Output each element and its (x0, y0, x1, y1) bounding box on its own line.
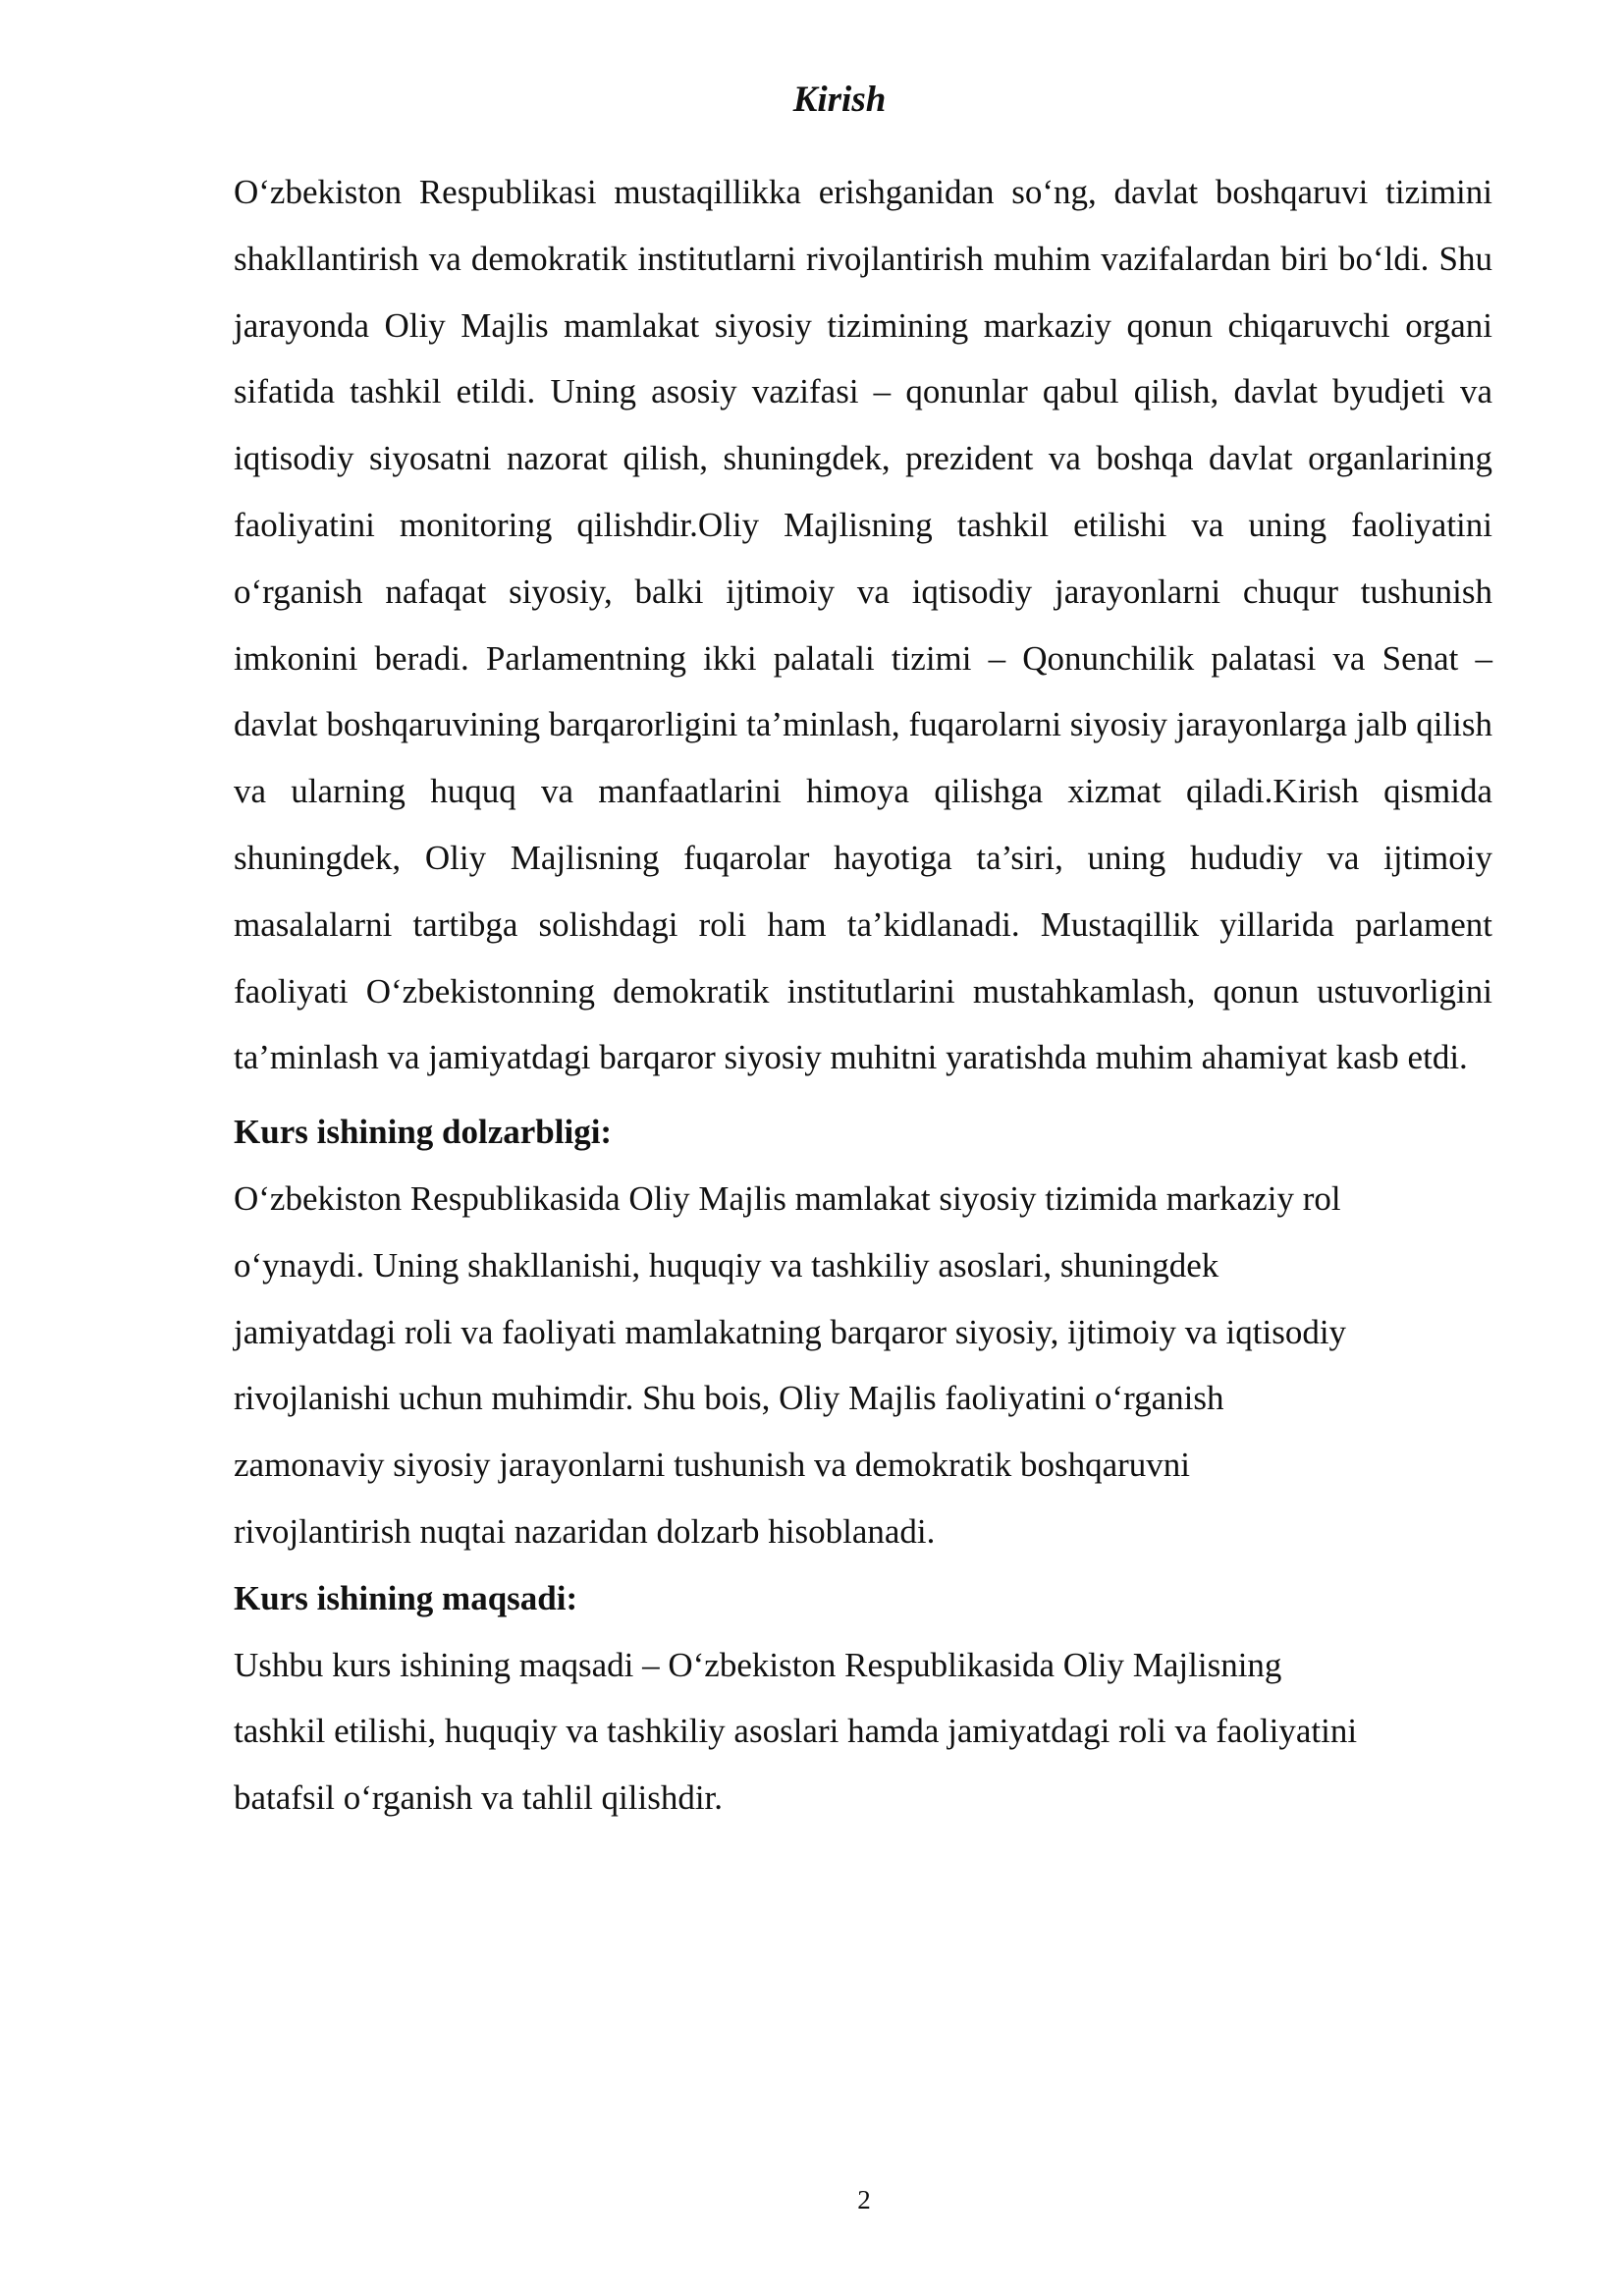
relevance-heading: Kurs ishining dolzarbligi: (234, 1113, 613, 1152)
relevance-line: rivojlanishi uchun muhimdir. Shu bois, Oliy Majlis faoliyatini o‘rganish (234, 1379, 1224, 1418)
page-content (234, 159, 1492, 1831)
goal-paragraph (234, 1632, 1492, 1831)
goal-heading: Kurs ishining maqsadi: (234, 1578, 578, 1617)
relevance-line: jamiyatdagi roli va faoliyati mamlakatning barqaror siyosiy, ijtimoiy va iqtisodiy (234, 1312, 1347, 1351)
goal-line: tashkil etilishi, huquqiy va tashkiliy asoslari hamda jamiyatdagi roli va faoliyatini (234, 1712, 1358, 1751)
goal-line: batafsil o‘rganish va tahlil qilishdir. (234, 1778, 724, 1818)
page-number: 2 (857, 2185, 871, 2214)
relevance-line: o‘ynaydi. Uning shakllanishi, huquqiy va tashkiliy asoslari, shuningdek (234, 1245, 1219, 1285)
relevance-line: rivojlantirish nuqtai nazaridan dolzarb hisoblanadi. (234, 1511, 936, 1551)
relevance-line: O‘zbekiston Respublikasida Oliy Majlis mamlakat siyosiy tizimida markaziy rol (234, 1178, 1341, 1218)
relevance-line: zamonaviy siyosiy jarayonlarni tushunish va demokratik boshqaruvni (234, 1446, 1190, 1485)
relevance-paragraph (234, 1166, 1492, 1565)
goal-line: Ushbu kurs ishining maqsadi – O‘zbekiston Respublikasida Oliy Majlisning (234, 1645, 1282, 1684)
intro-paragraph: O‘zbekiston Respublikasi mustaqillikka erishganidan so‘ng, davlat boshqaruvi tizimini shakllantirish va demokratik institutlarni rivojlantirish muhim vazifalardan biri bo‘ldi. Shu jarayonda Oliy Majlis mamlakat siyosiy tizimining markaziy qonun chiqaruvchi organi sifatida tashkil etildi. Uning asosiy vazifasi – qonunlar qabul qilish, davlat byudjeti va iqtisodiy siyosatni nazorat qilish, shuningdek, prezident va boshqa davlat organlarining faoliyatini monitoring qilishdir.Oliy Majlisning tashkil etilishi va uning faoliyatini o‘rganish nafaqat siyosiy, balki ijtimoiy va iqtisodiy jarayonlarni chuqur tushunish imkonini beradi. Parlamentning ikki palatali tizimi – Qonunchilik palatasi va Senat – davlat boshqaruvining barqarorligini ta’minlash, fuqarolarni siyosiy jarayonlarga jalb qilish va ularning huquq va manfaatlarini himoya qilishga xizmat qiladi.Kirish qismida shuningdek, Oliy Majlisning fuqarolar hayotiga ta’siri, uning hududiy va ijtimoiy masalalarni tartibga solishdagi roli ham ta’kidlanadi. Mustaqillik yillarida parlament faoliyati O‘zbekistonning demokratik institutlarini mustahkamlash, qonun ustuvorligini ta’minlash va jamiyatdagi barqaror siyosiy muhitni yaratishda muhim ahamiyat kasb etdi. (234, 173, 1492, 1077)
page-title: Kirish (792, 80, 887, 120)
